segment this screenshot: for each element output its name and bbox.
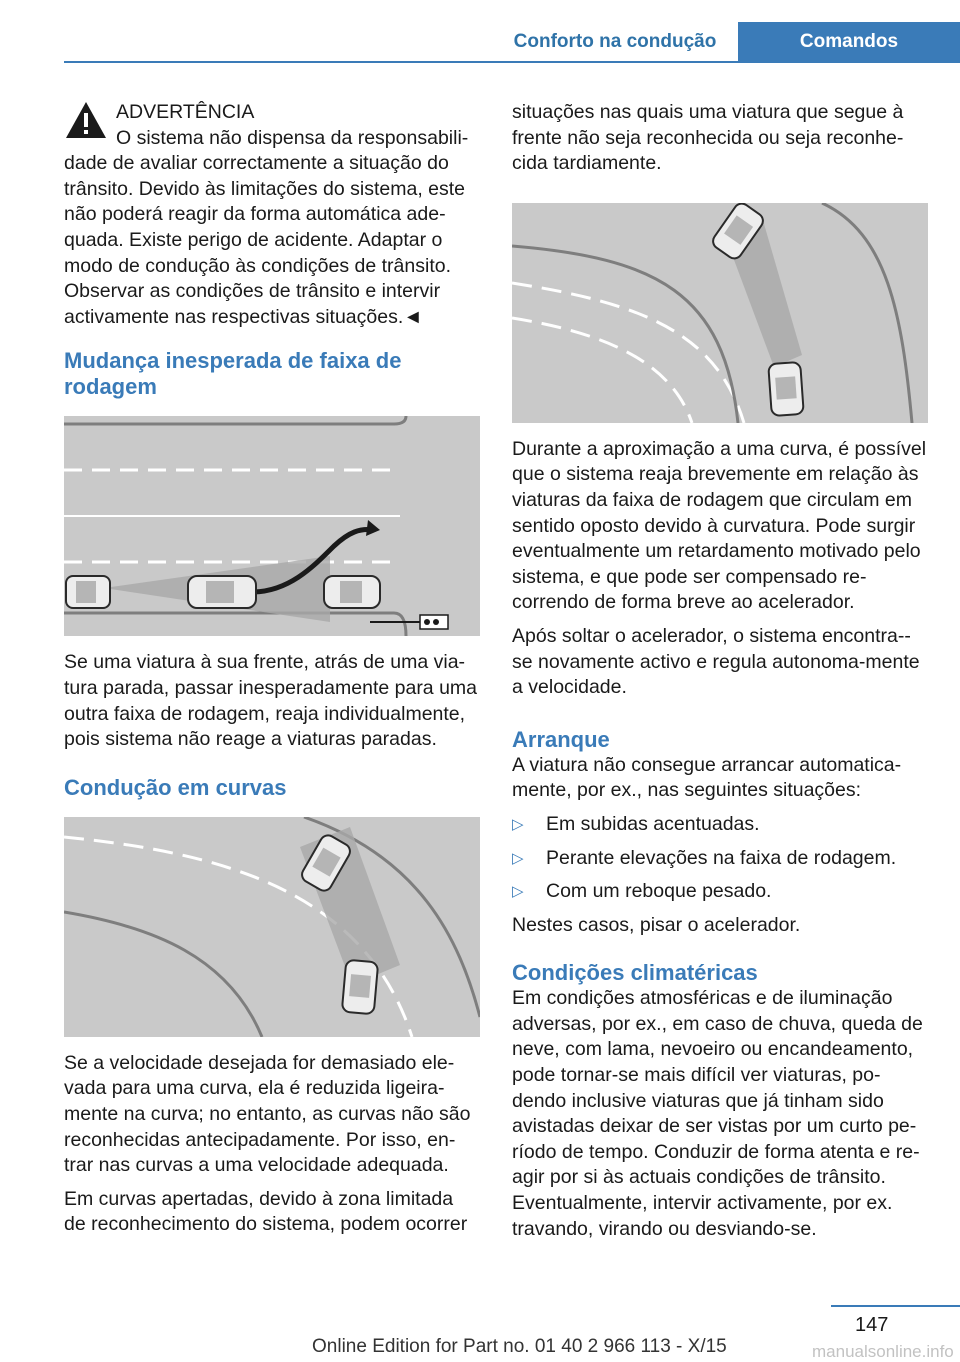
triangle-bullet-icon: ▷ [512,815,524,833]
start-bullet-list [512,812,928,905]
edition-footer: Online Edition for Part no. 01 40 2 966 113 - X/15 [312,1336,727,1357]
triangle-bullet-icon: ▷ [512,849,524,867]
lane-change-figure [64,416,480,636]
weather-text: Em condições atmosféricas e de iluminação adversas, por ex., em caso de chuva, queda de neve, com lama, nevoeiro ou encandeamento, pode tornar-se mais difícil ver viaturas, po-dendo inclusive viaturas que já tinham sido avistadas deixar de ser vistas por um curto pe-ríodo de tempo. Conduzir de forma atenta e re-agir por si às actuais condições de trânsito. Eventualmente, intervir activamente, por ex. travando, virando ou desviando-se. [512,987,923,1240]
car-front [324,576,380,608]
right-column [512,100,928,1250]
heading-weather: Condições climatéricas [512,960,758,986]
car-own [768,362,804,416]
watermark: manualsonline.info [812,1342,954,1361]
footer-divider [831,1305,960,1307]
release-text: Após soltar o acelerador, o sistema encontra--se novamente activo e regula autonoma-mente a velocidade. [512,624,920,699]
page-number: 147 [855,1314,889,1336]
left-column [64,100,480,1246]
header-divider [64,61,960,63]
car-middle [188,576,256,608]
triangle-bullet-icon: ▷ [512,883,524,901]
curves-text-2: Em curvas apertadas, devido à zona limitada de reconhecimento do sistema, podem ocorrer [64,1187,468,1236]
list-item: ▷ Com um reboque pesado. [512,879,928,905]
warning-triangle-icon [64,100,108,140]
warning-title: ADVERTÊNCIA [116,101,255,123]
warning-block [64,100,480,330]
start-outro: Nestes casos, pisar o acelerador. [512,913,801,936]
header-chapter-tab: Comandos [738,22,960,62]
start-intro: A viatura não consegue arrancar automatica-mente, por ex., nas seguintes situações: [512,753,902,802]
curves-text-3: situações nas quais uma viatura que segue à frente não seja reconhecida ou seja reconhe-cida tardiamente. [512,101,904,175]
warning-first-line: O sistema não dispensa da responsabili- [116,126,469,149]
heading-lane-change: Mudança inesperada de faixa de rodagem [64,348,402,400]
curves-text-1: Se a velocidade desejada for demasiado ele-vada para uma curva, ela é reduzida ligeira-mente na curva; no entanto, as curvas não são reconhecidas antecipadamente. Por isso, en-trar nas curvas a uma velocidade adequada. [64,1051,471,1177]
warning-text: dade de avaliar correctamente a situação do trânsito. Devido às limitações do sistema, este não poderá reagir da forma automática ade-quada. Existe perigo de acidente. Adaptar o modo de condução às condições de trânsito. Observar as condições de trânsito e intervir activamente nas respectivas situações.◄ [64,152,466,328]
car-rear [66,576,110,608]
curve-approach-figure [512,203,928,423]
curves-figure [64,817,480,1037]
car-following [342,959,378,1014]
heading-start: Arranque [512,726,610,752]
list-item: ▷ Perante elevações na faixa de rodagem. [512,846,928,872]
heading-curves: Condução em curvas [64,774,287,800]
lane-change-text: Se uma viatura à sua frente, atrás de uma via-tura parada, passar inesperadamente para uma outra faixa de rodagem, reaja individualmente, pois sistema não reage a viaturas paradas. [64,651,478,751]
list-item: ▷ Em subidas acentuadas. [512,812,928,838]
header-section-tab: Conforto na condução [513,31,717,52]
approach-text: Durante a aproximação a uma curva, é possível que o sistema reaja brevemente em relação às viaturas da faixa de rodagem que circulam em sentido oposto devido à curvatura. Pode surgir eventualmente um retardamento motivado pelo sistema, e que pode ser compensado re-correndo de forma breve ao acelerador. [512,437,927,614]
